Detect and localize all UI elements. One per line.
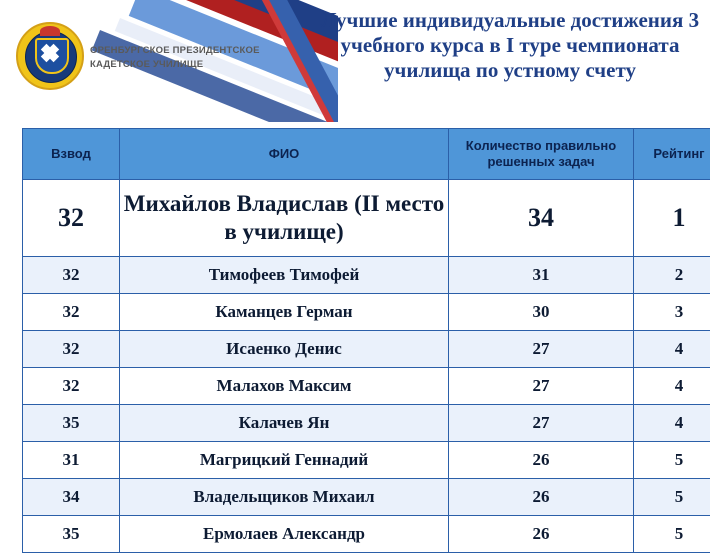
column-header-count: Количество правильно решенных задач [449, 129, 634, 180]
cell-fio: Малахов Максим [120, 368, 449, 405]
page-title: Лучшие индивидуальные достижения 3 учебного курса в I туре чемпионата училища по устному счету [318, 8, 702, 82]
cell-rating: 4 [634, 368, 710, 405]
emblem-crest-icon [40, 26, 60, 36]
cell-count: 26 [449, 516, 634, 553]
organization-name: ОРЕНБУРГСКОЕ ПРЕЗИДЕНТСКОЕ КАДЕТСКОЕ УЧИЛИЩЕ [90, 44, 270, 72]
cell-rating: 5 [634, 442, 710, 479]
table-body [23, 180, 710, 553]
column-header-rating: Рейтинг [634, 129, 710, 180]
results-table-container [22, 128, 688, 553]
cell-count: 27 [449, 405, 634, 442]
cell-count: 31 [449, 257, 634, 294]
cell-rating: 4 [634, 331, 710, 368]
table-row [23, 516, 710, 553]
cell-rating: 5 [634, 516, 710, 553]
table-row [23, 180, 710, 257]
table-row [23, 405, 710, 442]
cell-vzvod: 35 [23, 405, 120, 442]
cell-fio: Каманцев Герман [120, 294, 449, 331]
header-banner [0, 0, 710, 122]
cell-vzvod: 35 [23, 516, 120, 553]
cell-count: 27 [449, 368, 634, 405]
table-row [23, 294, 710, 331]
cell-count: 27 [449, 331, 634, 368]
cell-count: 26 [449, 479, 634, 516]
cell-vzvod: 34 [23, 479, 120, 516]
cell-vzvod: 32 [23, 180, 120, 257]
cell-count: 26 [449, 442, 634, 479]
cell-fio: Калачев Ян [120, 405, 449, 442]
table-header-row [23, 129, 710, 180]
cell-rating: 3 [634, 294, 710, 331]
cell-vzvod: 32 [23, 294, 120, 331]
column-header-vzvod: Взвод [23, 129, 120, 180]
cell-rating: 1 [634, 180, 710, 257]
cell-vzvod: 32 [23, 331, 120, 368]
school-emblem-icon [16, 22, 84, 90]
table-row [23, 442, 710, 479]
cell-fio: Владельщиков Михаил [120, 479, 449, 516]
cell-fio: Михайлов Владислав (II место в училище) [120, 180, 449, 257]
cell-fio: Магрицкий Геннадий [120, 442, 449, 479]
cell-vzvod: 31 [23, 442, 120, 479]
cell-fio: Тимофеев Тимофей [120, 257, 449, 294]
cell-vzvod: 32 [23, 257, 120, 294]
cell-rating: 2 [634, 257, 710, 294]
cell-rating: 5 [634, 479, 710, 516]
results-table [22, 128, 710, 553]
cell-fio: Ермолаев Александр [120, 516, 449, 553]
cell-vzvod: 32 [23, 368, 120, 405]
table-row [23, 368, 710, 405]
table-header [23, 129, 710, 180]
cell-count: 30 [449, 294, 634, 331]
table-row [23, 331, 710, 368]
cell-rating: 4 [634, 405, 710, 442]
cell-fio: Исаенко Денис [120, 331, 449, 368]
table-row [23, 479, 710, 516]
cell-count: 34 [449, 180, 634, 257]
column-header-fio: ФИО [120, 129, 449, 180]
table-row [23, 257, 710, 294]
